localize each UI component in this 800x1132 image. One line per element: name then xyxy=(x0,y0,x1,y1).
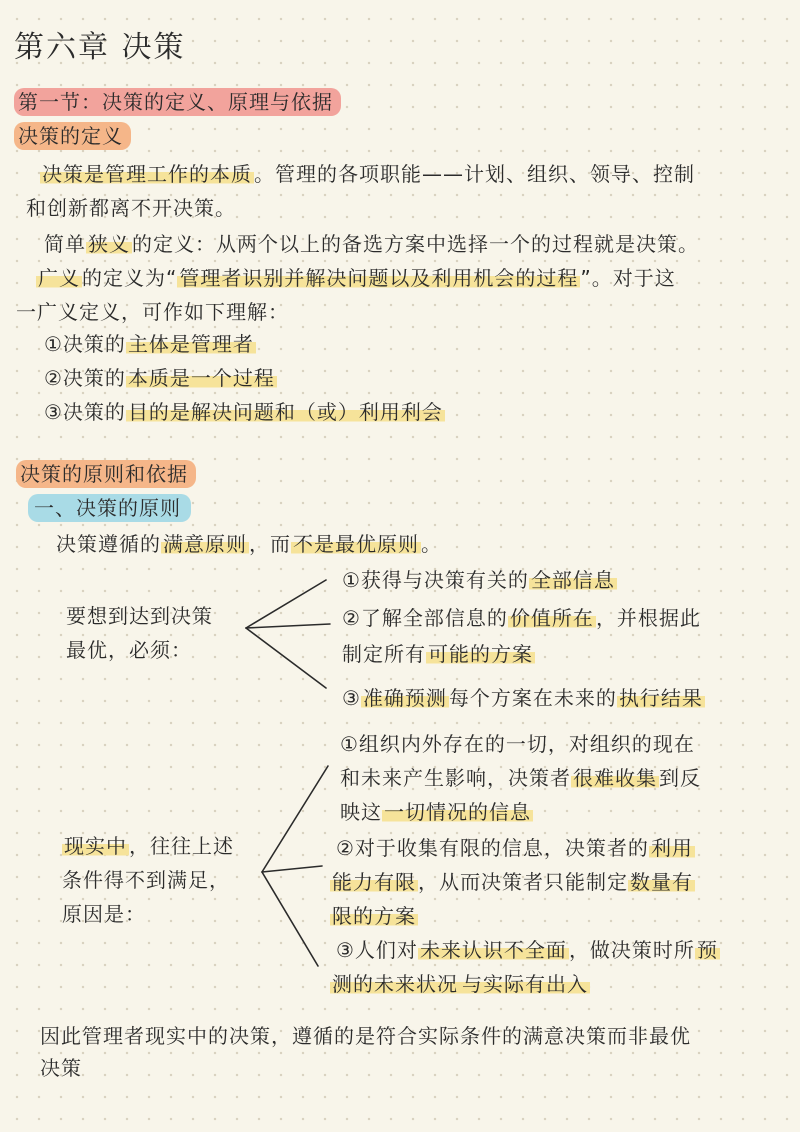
requirement-1: ①获得与决策有关的 全部信息 xyxy=(342,568,615,592)
para-3-line-2: 一广义定义，可作如下理解： xyxy=(16,300,289,324)
para-2: 简单 狭义 的定义：从两个以上的备选方案中选择一个的过程就是决策。 xyxy=(44,232,699,256)
reason-3-line-1: ③人们对 未来认识不全面 ，做决策时所 预 xyxy=(336,938,718,962)
list-item-2: ②决策的 本质是一个过程 xyxy=(44,366,275,390)
reason-2-line-2: 能力有限 ，从而决策者只能制定 数量有 xyxy=(332,870,693,894)
principle-statement: 决策遵循的 满意原则 ，而 不是最优原则 。 xyxy=(56,532,442,556)
reason-2-line-1: ②对于收集有限的信息，决策者的 利用 xyxy=(336,836,693,860)
requirement-2-line-1: ②了解全部信息的 价值所在 ，并根据此 xyxy=(342,606,701,630)
conclusion-line-1: 因此管理者现实中的决策，遵循的是符合实际条件的满意决策而非最优 xyxy=(40,1024,691,1048)
subheading-principle-1: 一、决策的原则 xyxy=(28,494,191,522)
reason-1-line-1: ①组织内外存在的一切，对组织的现在 xyxy=(340,732,695,756)
para-1-line-2: 和创新都离不开决策。 xyxy=(26,196,236,220)
reason-1-line-2: 和未来产生影响，决策者 很难收集 到反 xyxy=(340,766,701,790)
requirement-3: ③ 准确预测 每个方案在未来的 执行结果 xyxy=(342,686,703,710)
page-title: 第六章 决策 xyxy=(14,30,186,65)
conclusion-line-2: 决策 xyxy=(40,1056,82,1080)
para-1-line-1: 决策是管理工作的本质 。管理的各项职能——计划、组织、领导、控制 xyxy=(42,162,695,186)
reality-label: 现实中 ，往往上述 条件得不到满足， 原因是： xyxy=(62,834,234,926)
subheading-definition: 决策的定义 xyxy=(14,122,131,150)
para-3-line-1: 广义 的定义为“ 管理者识别并解决问题以及利用机会的过程 ”。对于这 xyxy=(38,266,676,290)
section-heading: 第一节：决策的定义、原理与依据 xyxy=(14,88,341,116)
reason-3-line-2: 测的未来状况 与实际有出入 xyxy=(332,972,588,996)
optimal-requirement-label: 要想到达到决策 最优，必须： xyxy=(66,604,213,662)
list-item-3: ③决策的 目的是解决问题和（或）利用利会 xyxy=(44,400,443,424)
subheading-principles: 决策的原则和依据 xyxy=(16,460,196,488)
reason-1-line-3: 映这 一切情况的信息 xyxy=(340,800,531,824)
list-item-1: ①决策的 主体是管理者 xyxy=(44,332,254,356)
reason-2-line-3: 限的方案 xyxy=(332,904,416,928)
requirement-2-line-2: 制定所有 可能的方案 xyxy=(342,642,533,666)
